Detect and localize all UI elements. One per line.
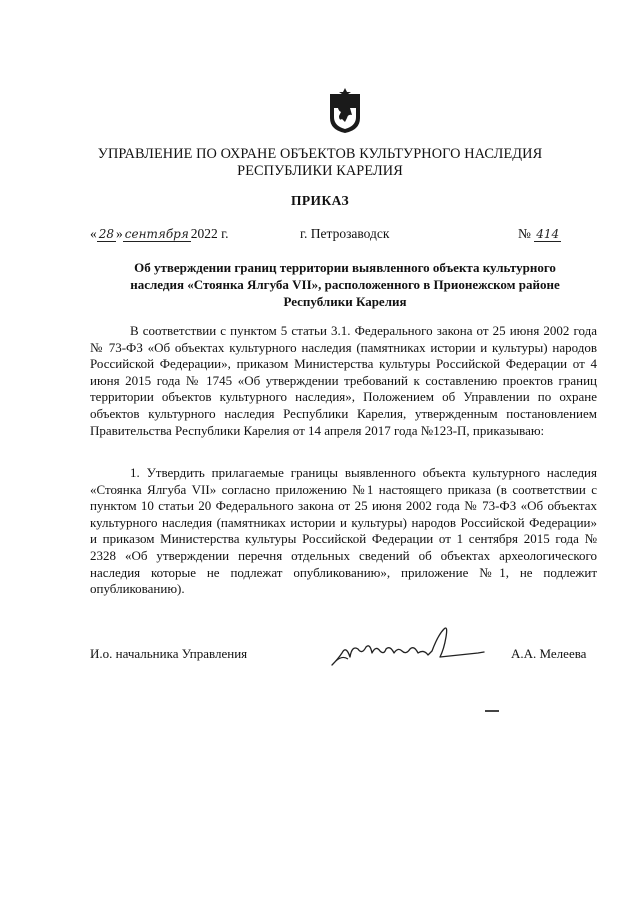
order-title: ПРИКАЗ	[291, 193, 349, 208]
order-city: г. Петрозаводск	[300, 226, 390, 241]
number-label: №	[518, 226, 531, 241]
subject-line-3: Республики Карелия	[283, 294, 407, 309]
stray-mark	[485, 710, 499, 712]
date-month: сентября	[124, 227, 189, 241]
handwritten-signature	[328, 615, 486, 675]
org-name-line-2: РЕСПУБЛИКИ КАРЕЛИЯ	[237, 163, 403, 179]
order-number	[518, 226, 561, 242]
order-date	[90, 226, 229, 242]
preamble-paragraph: В соответствии с пунктом 5 статьи 3.1. Федерального закона от 25 июня 2002 года № 73-ФЗ «Об объектах культурного наследия (памятниках истории и культуры) народов Российской Федерации», приказом Министерства культуры Российской Федерации от 4 июня 2015 года № 1745 «Об утверждении требований к составлению проектов границ территории объектов культурного наследия», Положением об Управлении по охране объектов культурного наследия Республики Карелия, утвержденным постановлением Правительства Республики Карелия от 14 апреля 2017 года №123-П, приказываю:	[90, 323, 597, 438]
date-close-quote: »	[116, 226, 123, 241]
signatory-name: А.А. Мелеева	[511, 646, 587, 661]
subject-line-2: наследия «Стоянка Ялгуба VII», расположенного в Прионежском районе	[130, 277, 560, 292]
item-1-paragraph: 1. Утвердить прилагаемые границы выявленного объекта культурного наследия «Стоянка Ялгуба VII» согласно приложению №1 настоящего приказа (в соответствии с пунктом 10 статьи 20 Федерального закона от 25 июня 2002 года № 73-ФЗ «Об объектах культурного наследия (памятниках истории и культуры) народов Российской Федерации» и приказом Министерства культуры Российской Федерации от 1 сентября 2015 года № 2328 «Об утверждении перечня отдельных сведений об объектах археологического наследия которые не подлежат опубликованию», приложение №1, не подлежит опубликованию).	[90, 465, 597, 597]
org-name-line-1: УПРАВЛЕНИЕ ПО ОХРАНЕ ОБЪЕКТОВ КУЛЬТУРНОГО НАСЛЕДИЯ	[97, 146, 543, 162]
date-year: 2022 г.	[190, 226, 229, 241]
order-subject	[90, 259, 600, 310]
subject-line-1: Об утверждении границ территории выявленного объекта культурного	[134, 260, 556, 275]
number-value: 414	[536, 227, 560, 241]
signatory-position: И.о. начальника Управления	[90, 646, 248, 661]
karelia-coat-of-arms-icon	[328, 88, 362, 134]
date-day: 28	[98, 227, 115, 241]
date-open-quote: «	[90, 226, 97, 241]
